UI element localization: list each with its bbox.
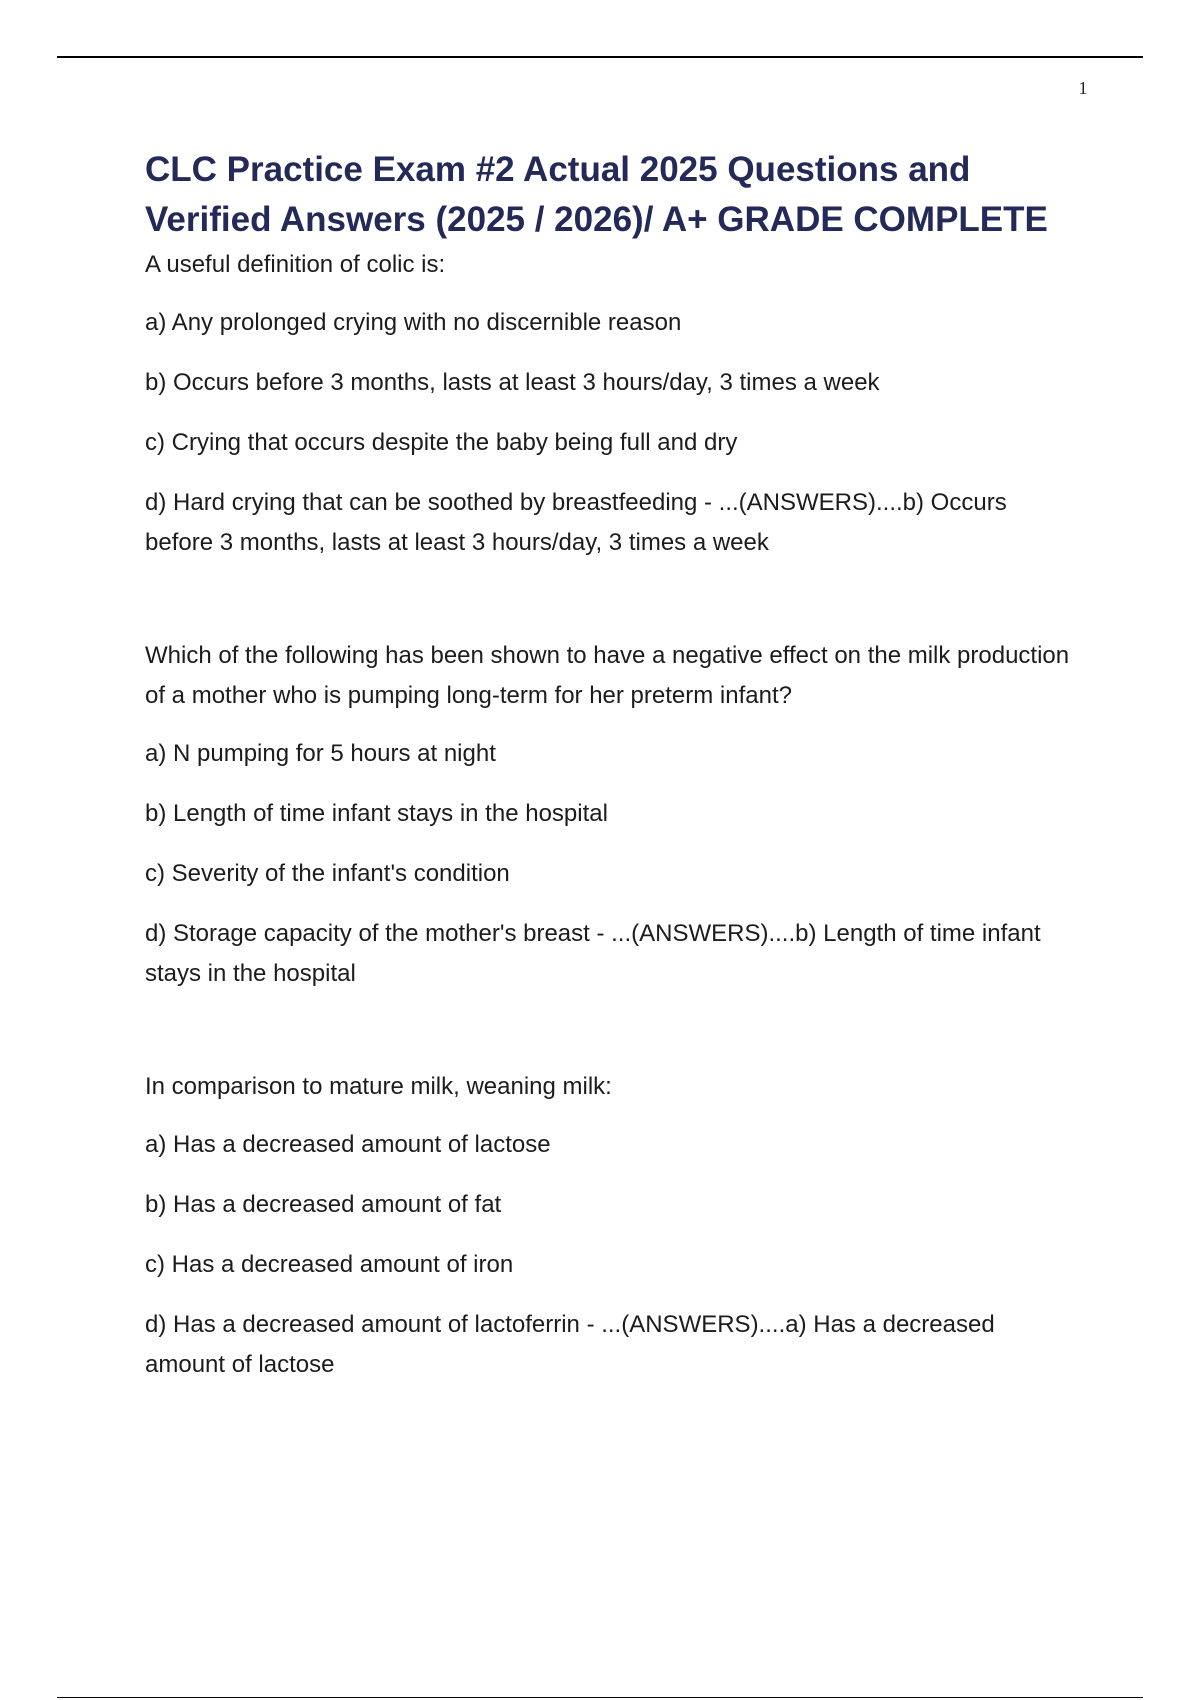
- header-rule: [57, 56, 1143, 58]
- answer-option-b: b) Length of time infant stays in the hospital: [145, 800, 608, 827]
- answer-option-d-with-answer: d) Hard crying that can be soothed by breastfeeding - ...(ANSWERS)....b) Occurs before 3 months, lasts at least 3 hours/day, 3 times a week: [145, 489, 1007, 556]
- question-stem: In comparison to mature milk, weaning milk:: [145, 1073, 612, 1100]
- answer-option-a: a) Any prolonged crying with no discernible reason: [145, 309, 682, 336]
- document-body: [145, 145, 1075, 1385]
- answer-option-b: b) Occurs before 3 months, lasts at least 3 hours/day, 3 times a week: [145, 369, 880, 396]
- question-2: [145, 636, 1075, 994]
- answer-option-d-with-answer: d) Has a decreased amount of lactoferrin - ...(ANSWERS)....a) Has a decreased amount of lactose: [145, 1311, 995, 1378]
- question-3: [145, 1067, 1075, 1385]
- answer-option-c: c) Severity of the infant's condition: [145, 860, 510, 887]
- answer-option-c: c) Crying that occurs despite the baby being full and dry: [145, 429, 738, 456]
- question-1: [145, 245, 1075, 563]
- answer-option-d-with-answer: d) Storage capacity of the mother's breast - ...(ANSWERS)....b) Length of time infant stays in the hospital: [145, 920, 1041, 987]
- question-stem: Which of the following has been shown to have a negative effect on the milk production of a mother who is pumping long-term for her preterm infant?: [145, 642, 1070, 709]
- page-number: 1: [1078, 78, 1088, 98]
- footer-rule: [57, 1697, 1143, 1698]
- answer-option-b: b) Has a decreased amount of fat: [145, 1191, 502, 1218]
- answer-option-a: a) N pumping for 5 hours at night: [145, 740, 496, 767]
- question-stem: A useful definition of colic is:: [145, 251, 446, 278]
- document-title: CLC Practice Exam #2 Actual 2025 Questions and Verified Answers (2025 / 2026)/ A+ GRADE COMPLETE: [145, 150, 1048, 239]
- answer-option-a: a) Has a decreased amount of lactose: [145, 1131, 551, 1158]
- answer-option-c: c) Has a decreased amount of iron: [145, 1251, 514, 1278]
